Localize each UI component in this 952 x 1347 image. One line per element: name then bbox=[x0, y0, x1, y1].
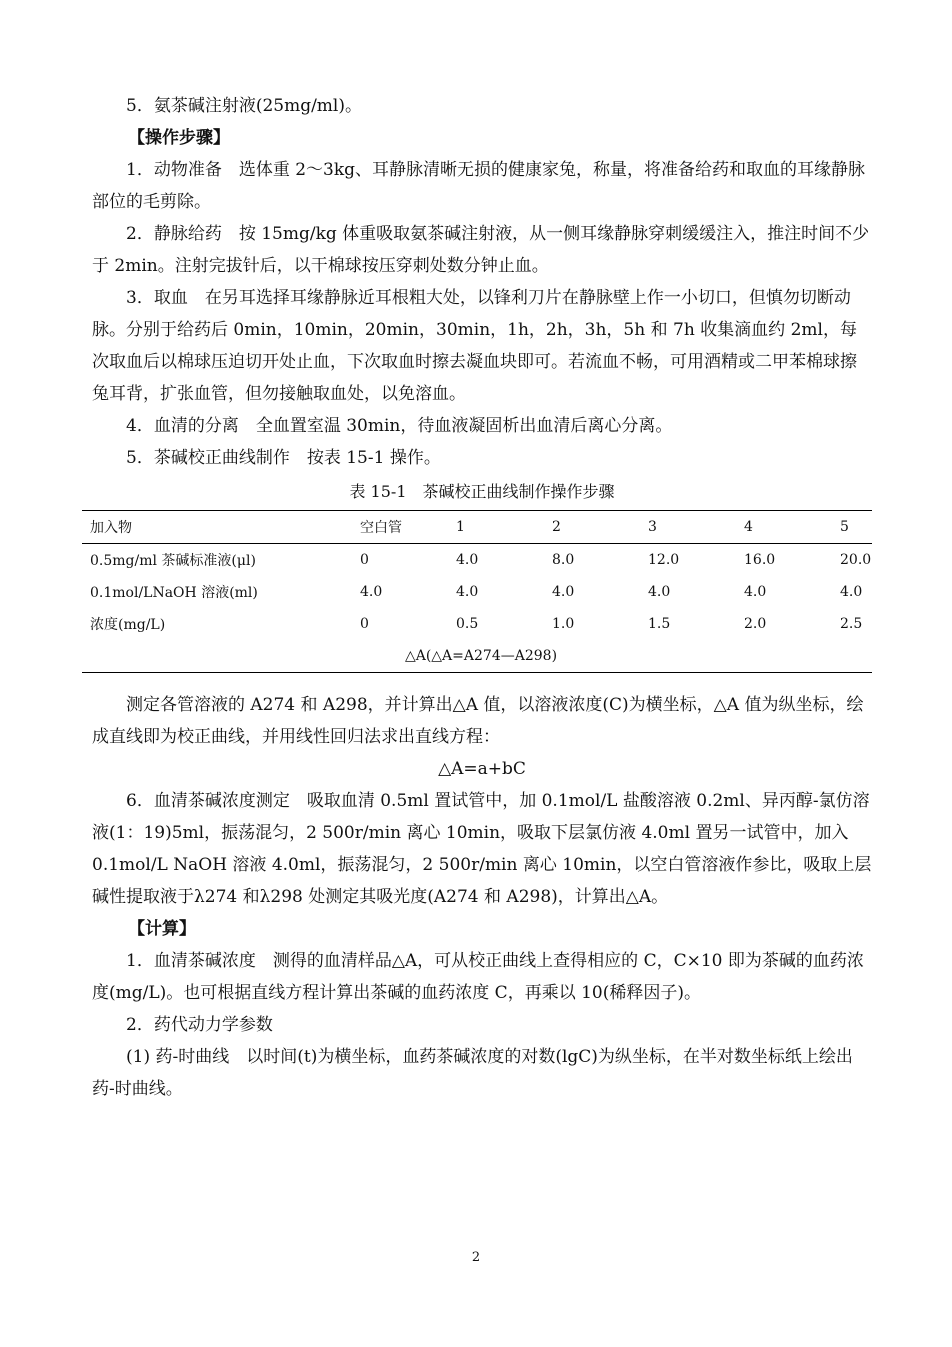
calibration-table bbox=[82, 510, 872, 673]
table-row bbox=[82, 576, 872, 608]
step-1-paragraph: 1．动物准备 选体重 2～3kg、耳静脉清晰无损的健康家兔，称量，将准备给药和取血的耳缘静脉部位的毛剪除。 bbox=[92, 160, 866, 212]
table-row bbox=[82, 544, 872, 577]
table-cell: 4.0 bbox=[360, 584, 383, 600]
table-cell: 1.5 bbox=[648, 616, 671, 632]
table-header-row bbox=[82, 511, 872, 544]
table-cell: 12.0 bbox=[648, 552, 680, 568]
table-cell: 4.0 bbox=[456, 584, 479, 600]
table-cell: 8.0 bbox=[552, 552, 575, 568]
table-cell: 4.0 bbox=[552, 584, 575, 600]
step-3-paragraph: 3．取血 在另耳选择耳缘静脉近耳根粗大处，以锋利刀片在静脉壁上作一小切口，但慎勿切断动脉。分别于给药后 0min，10min，20min，30min，1h，2h，3h，5h 和 7h 收集滴血约 2ml，每次取血后以棉球压迫切开处止血，下次取血时擦去凝血块即可。若流血不畅，可用酒精或二甲苯棉球擦兔耳背，扩张血管，但勿接触取血处，以免溶血。 bbox=[92, 288, 857, 404]
step-4-paragraph: 4．血清的分离 全血置室温 30min，待血液凝固析出血清后离心分离。 bbox=[126, 416, 673, 436]
page-number: 2 bbox=[471, 1250, 481, 1265]
table-footer-row bbox=[82, 640, 872, 673]
table-cell: 16.0 bbox=[744, 552, 776, 568]
table-header-cell: 4 bbox=[744, 519, 753, 535]
table-cell: 4.0 bbox=[456, 552, 479, 568]
section-heading-calculation: 【计算】 bbox=[128, 919, 196, 939]
table-cell: 4.0 bbox=[840, 584, 863, 600]
table-cell: 0.5 bbox=[456, 616, 479, 632]
table-caption: 表 15-1 茶碱校正曲线制作操作步骤 bbox=[349, 482, 615, 501]
calc-1-paragraph: 1．血清茶碱浓度 测得的血清样品△A，可从校正曲线上查得相应的 C，C×10 即为茶碱的血药浓度(mg/L)。也可根据直线方程计算出茶碱的血药浓度 C，再乘以 10(稀释因子)。 bbox=[92, 951, 864, 1003]
after-table-paragraph: 测定各管溶液的 A274 和 A298，并计算出△A 值，以溶液浓度(C)为横坐标，△A 值为纵坐标，绘成直线即为校正曲线，并用线性回归法求出直线方程： bbox=[92, 695, 864, 747]
table-cell: 0 bbox=[360, 616, 369, 632]
table-cell: 2.5 bbox=[840, 616, 863, 632]
table-header-cell: 3 bbox=[648, 519, 657, 535]
calc-3-paragraph: (1) 药-时曲线 以时间(t)为横坐标，血药茶碱浓度的对数(lgC)为纵坐标，在半对数坐标纸上绘出药-时曲线。 bbox=[92, 1047, 853, 1099]
table-header-cell: 加入物 bbox=[90, 520, 132, 536]
table-cell: 2.0 bbox=[744, 616, 767, 632]
table-header-cell: 空白管 bbox=[360, 520, 402, 536]
table-cell: 4.0 bbox=[744, 584, 767, 600]
table-cell: 0.5mg/ml 茶碱标准液(μl) bbox=[90, 553, 256, 569]
reagent-5: 5．氨茶碱注射液(25mg/ml)。 bbox=[126, 96, 362, 116]
calc-2-paragraph: 2．药代动力学参数 bbox=[126, 1015, 273, 1035]
table-cell: 0.1mol/LNaOH 溶液(ml) bbox=[90, 585, 258, 601]
delta-a-row-label: △A(△A=A274—A298) bbox=[404, 648, 558, 664]
table-cell: 0 bbox=[360, 552, 369, 568]
table-cell: 20.0 bbox=[840, 552, 872, 568]
table-row bbox=[82, 608, 872, 640]
document-page bbox=[92, 90, 872, 1105]
table-cell: 1.0 bbox=[552, 616, 575, 632]
table-header-cell: 1 bbox=[456, 519, 465, 535]
table-cell: 4.0 bbox=[648, 584, 671, 600]
table-header-cell: 2 bbox=[552, 519, 561, 535]
table-header-cell: 5 bbox=[840, 519, 849, 535]
step-5-paragraph: 5．茶碱校正曲线制作 按表 15-1 操作。 bbox=[126, 448, 441, 468]
table-cell: 浓度(mg/L) bbox=[90, 617, 166, 633]
step-6-paragraph: 6．血清茶碱浓度测定 吸取血清 0.5ml 置试管中，加 0.1mol/L 盐酸溶液 0.2ml、异丙醇-氯仿溶液(1：19)5ml，振荡混匀，2 500r/min 离心 10min，吸取下层氯仿液 4.0ml 置另一试管中，加入 0.1mol/L NaOH 溶液 4.0ml，振荡混匀，2 500r/min 离心 10min，以空白管溶液作参比，吸取上层碱性提取液于λ274 和λ298 处测定其吸光度(A274 和 A298)，计算出△A。 bbox=[92, 791, 872, 907]
step-2-paragraph: 2．静脉给药 按 15mg/kg 体重吸取氨茶碱注射液，从一侧耳缘静脉穿刺缓缓注入，推注时间不少于 2min。注射完拔针后，以干棉球按压穿刺处数分钟止血。 bbox=[92, 224, 870, 276]
section-heading-steps: 【操作步骤】 bbox=[128, 128, 230, 148]
regression-formula: △A=a+bC bbox=[438, 759, 526, 779]
